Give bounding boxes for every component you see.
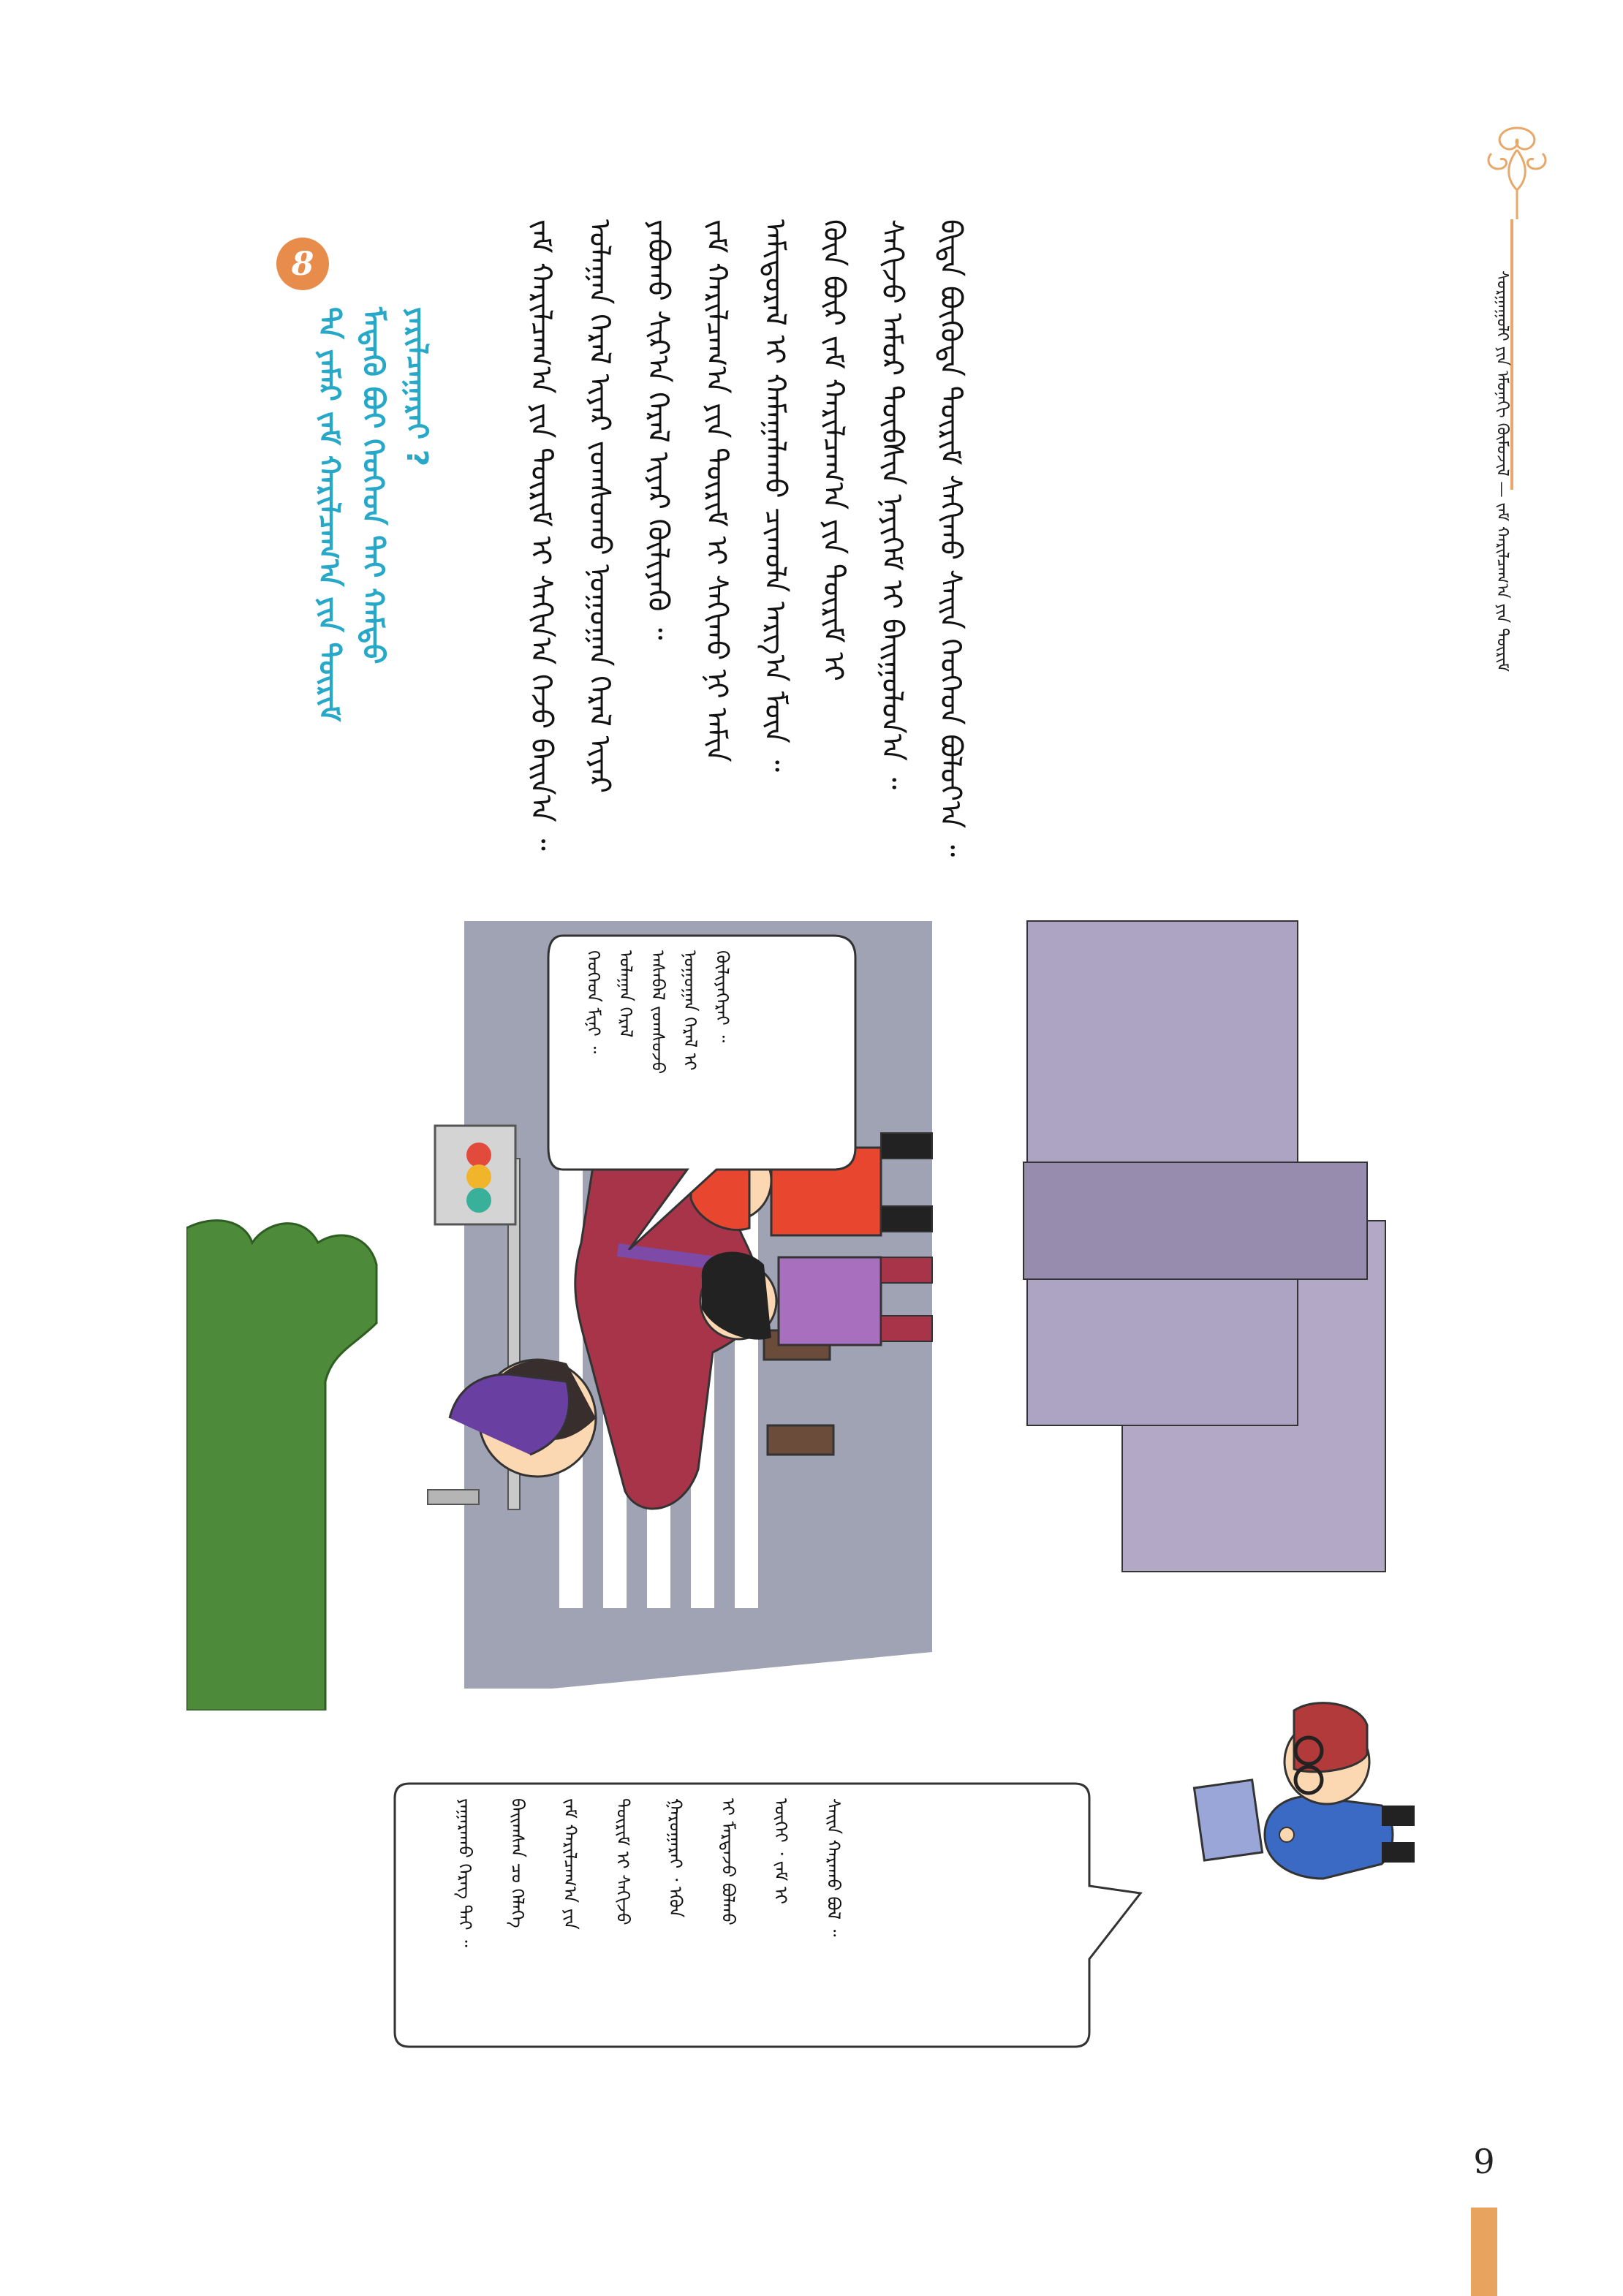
bubble-line: ᠬᠦᠯᠢᠶᠡᠭᠡᠷᠡᠢ ᠃: [712, 950, 733, 1043]
bubble-line: ᠰᠠᠢᠨ ᠬᠠᠷᠠᠬᠤ ᠪᠣᠯ ᠃: [823, 1798, 844, 1937]
bubble-line: ᠤᠯᠠᠭᠠᠨ ᠭᠡᠷᠡᠯ: [616, 950, 636, 1038]
running-head: ᠰᠤᠷᠭᠠᠭᠤᠯᠢ ᠶᠢᠨ ᠡᠮᠦᠨᠡᠬᠢ ᠬᠦᠮᠦᠵᠢᠯ — ᠵᠠᠮ ᠬᠠᠷᠢᠯᠴᠠᠭ᠎ᠠ ᠶᠢᠨ ᠳᠦᠷᠢᠮ: [1493, 270, 1511, 672]
bubble-line: ᠭᠠᠷᠤᠭᠠᠷᠠᠢ ᠂ ᠡᠭᠦᠨ: [665, 1798, 686, 1918]
page-accent-bar: [1471, 2208, 1497, 2296]
main-text-line: ᠠᠮᠢᠳᠤᠷᠠᠯ ᠢ ᠬᠠᠮᠠᠭᠠᠯᠠᠬᠤ ᠴᠢᠬᠤᠯᠠ ᠠᠷᠭ᠎ᠠ ᠮᠥᠨ ᠃: [758, 219, 792, 773]
building-block: [1024, 1162, 1367, 1279]
bubble-line: ᠢ ᠮᠠᠷᠲᠠᠵᠤ ᠪᠣᠯᠬᠤ: [718, 1798, 738, 1925]
bubble-bottom-text: [439, 1798, 1024, 2017]
bubble-line: ᠠᠰᠠᠪᠠᠯ ᠵᠣᠭᠰᠣᠵᠤ: [648, 950, 668, 1075]
bubble-top-text: [578, 950, 826, 1155]
main-text-block: [512, 219, 1126, 877]
question-block: [307, 307, 439, 884]
main-text-line: ᠤᠯᠠᠭᠠᠨ ᠭᠡᠷᠡᠯ ᠢᠶᠡᠷ ᠵᠣᠭᠰᠣᠬᠤ ᠨᠣᠭᠣᠭᠠᠨ ᠭᠡᠷᠡᠯ ᠢᠶᠡᠷ: [583, 219, 616, 794]
bubble-line: ᠦᠭᠡᠢ ᠂ ᠵᠠᠮ ᠢ: [771, 1798, 791, 1904]
bubble-line: ᠪᠠᠢᠭᠰᠠᠨ ᠴᠤ ᠬᠡᠯᠡᠭᠡ: [507, 1798, 528, 1928]
question-number-badge: 8: [276, 238, 329, 290]
main-text-line: ᠵᠠᠮ ᠬᠠᠷᠢᠯᠴᠠᠭ᠎ᠠ ᠶᠢᠨ ᠳᠦᠷᠢᠮ ᠢ ᠰᠠᠬᠢᠬᠤ ᠨᠢ ᠠᠮᠢᠨ: [700, 219, 733, 762]
paper-icon: [1194, 1780, 1262, 1860]
bubble-line: ᠳᠦᠷᠢᠮ ᠢ ᠰᠠᠬᠢᠵᠤ: [613, 1798, 633, 1925]
green-light-icon: [466, 1188, 491, 1213]
red-light-icon: [466, 1143, 491, 1167]
bubble-line: ᠨᠣᠭᠣᠭᠠᠨ ᠭᠡᠷᠡᠯ ᠢ: [680, 950, 700, 1071]
yellow-light-icon: [466, 1164, 491, 1189]
main-text-line: ᠬᠦᠨ ᠪᠦᠷ ᠵᠠᠮ ᠬᠠᠷᠢᠯᠴᠠᠭ᠎ᠠ ᠶᠢᠨ ᠳᠦᠷᠢᠮ ᠢ: [817, 219, 850, 682]
question-line: ᠮᠡᠳᠡᠬᠦ ᠪᠤᠢ ᠬᠡᠦᠬᠡᠳ ᠲᠠᠢ ᠬᠠᠮᠲᠤ: [356, 307, 390, 664]
bubble-line: ᠬᠡᠦᠬᠡᠳ ᠮᠢᠨᠢ ᠃: [583, 950, 604, 1054]
page-number: 9: [1473, 2142, 1495, 2181]
main-text-line: ᠰᠠᠬᠢᠵᠤ ᠠᠮᠤᠷ ᠲᠦᠪᠰᠢᠨ ᠨᠡᠶᠢᠭᠡᠮ ᠢ ᠪᠠᠢᠭᠤᠯᠤᠨ᠎ᠠ ᠃: [875, 219, 909, 790]
main-text-line: ᠪᠢᠳᠡ ᠪᠦᠭᠦᠳᠡ ᠳᠦᠷᠢᠮ ᠰᠠᠬᠢᠬᠤ ᠰᠠᠢᠨ ᠬᠡᠦᠬᠡᠳ ᠪᠣᠯᠤᠶ᠎ᠠ ᠃: [934, 219, 967, 857]
question-line: ᠶᠠᠷᠢᠯᠴᠠᠭᠠᠷᠠᠢ ?: [400, 307, 434, 467]
main-text-line: ᠵᠠᠮ ᠬᠠᠷᠢᠯᠴᠠᠭ᠎ᠠ ᠶᠢᠨ ᠳᠦᠷᠢᠮ ᠢ ᠰᠠᠬᠢᠨ᠎ᠠ ᠭᠡᠵᠦ ᠪᠠᠢᠨ᠎ᠠ ᠃: [524, 219, 558, 851]
bubble-line: ᠶᠠᠭᠠᠷᠠᠬᠤ ᠬᠡᠷᠡᠭ ᠲᠠᠢ ᠃: [455, 1798, 475, 1947]
boy-with-paper-illustration: [1184, 1696, 1418, 1966]
bubble-line: ᠵᠠᠮ ᠬᠠᠷᠢᠯᠴᠠᠭ᠎ᠠ ᠶᠢᠨ: [560, 1798, 580, 1930]
question-line: ᠲᠠ ᠶᠠᠮᠠᠷ ᠵᠠᠮ ᠬᠠᠷᠢᠯᠴᠠᠭ᠎ᠠ ᠶᠢᠨ ᠳᠦᠷᠢᠮ: [312, 307, 346, 722]
main-text-line: ᠶᠠᠪᠤᠬᠤ ᠰᠢᠷ᠎ᠠ ᠭᠡᠷᠡᠯ ᠢᠶᠡᠷ ᠬᠦᠯᠢᠶᠡᠬᠦ ᠃: [641, 219, 675, 640]
ornament-icon: [1477, 124, 1557, 219]
